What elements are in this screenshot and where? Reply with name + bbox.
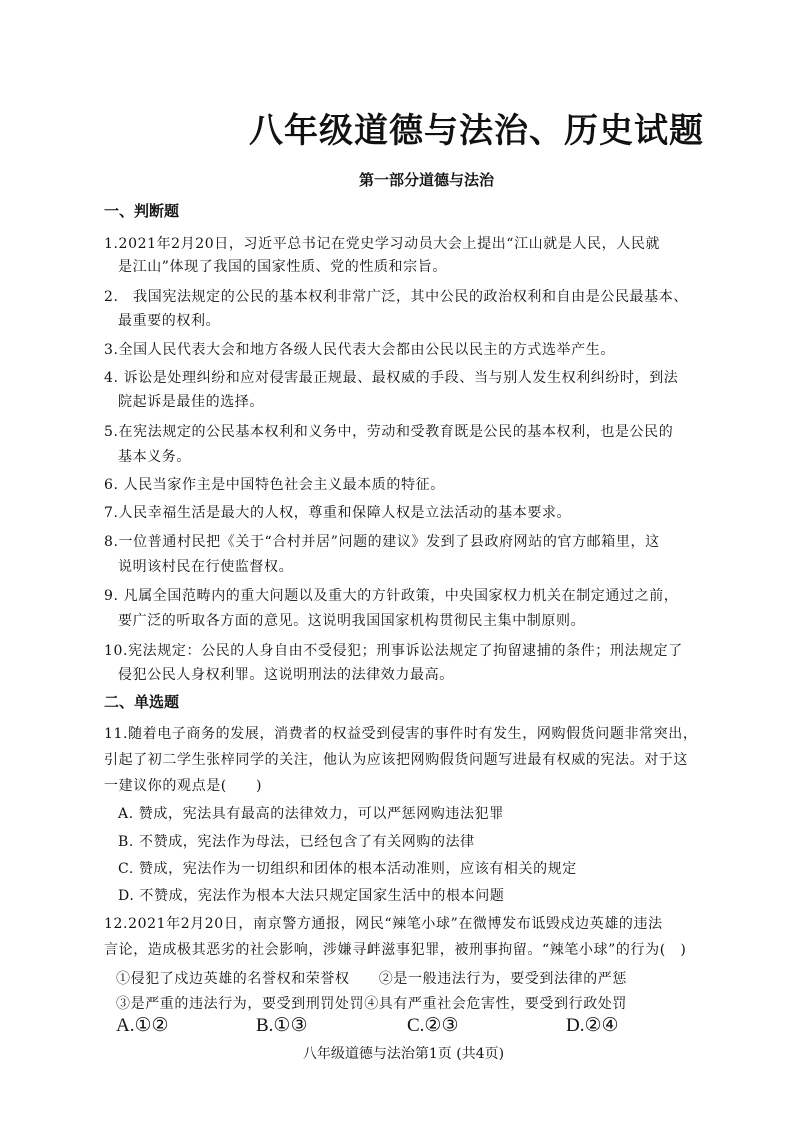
question-line: 10.宪法规定：公民的人身自由不受侵犯；刑事诉讼法规定了拘留逮捕的条件；刑法规定了: [104, 643, 683, 659]
question-line: 6. 人民当家作主是中国特色社会主义最本质的特征。: [104, 477, 445, 493]
question-line: 1.2021年2月20日，习近平总书记在党史学习动员大会上提出“江山就是人民，人民就: [104, 236, 661, 252]
option-b: B. 不赞成，宪法作为母法，已经包含了有关网购的法律: [118, 834, 475, 850]
question-line: 12.2021年2月20日，南京警方通报，网民“辣笔小球”在微博发布诋毁戍边英雄的违法: [104, 916, 663, 932]
choice-d: D.②④: [566, 1015, 619, 1036]
question-line: 引起了初二学生张梓同学的关注，他认为应该把网购假货问题写进最有权威的宪法。对于这: [104, 752, 688, 768]
option-a: A. 赞成，宪法具有最高的法律效力，可以严惩网购违法犯罪: [118, 806, 504, 822]
question-line: 侵犯公民人身权利罪。这说明刑法的法律效力最高。: [118, 667, 454, 683]
question-line: 院起诉是最佳的选择。: [118, 394, 264, 410]
choice-b: B.①③: [256, 1015, 308, 1036]
question-line: 是江山”体现了我国的国家性质、党的性质和宗旨。: [118, 259, 447, 275]
statement-line: ①侵犯了戍边英雄的名誉权和荣誉权 ②是一般违法行为，要受到法律的严惩: [116, 971, 627, 987]
question-line: 要广泛的听取各方面的意见。这说明我国国家机构贯彻民主集中制原则。: [118, 613, 586, 629]
question-line: 3.全国人民代表大会和地方各级人民代表大会都由公民以民主的方式选举产生。: [104, 342, 615, 358]
section-heading-judgment: 一、判断题: [104, 202, 180, 220]
question-line: 8.一位普通村民把《关于“合村并居”问题的建议》发到了县政府网站的官方邮箱里，这: [104, 534, 660, 550]
question-line: 7.人民幸福生活是最大的人权，尊重和保障人权是立法活动的基本要求。: [104, 505, 572, 521]
question-line: 5.在宪法规定的公民基本权利和义务中，劳动和受教育既是公民的基本权利，也是公民的: [104, 424, 674, 440]
page-title: 八年级道德与法治、历史试题: [249, 111, 704, 151]
choice-a: A.①②: [116, 1015, 169, 1036]
option-d: D. 不赞成，宪法作为根本大法只规定国家生活中的根本问题: [118, 888, 505, 904]
question-line: 9. 凡属全国范畴内的重大问题以及重大的方针政策，中央国家权力机关在制定通过之前，: [104, 588, 679, 604]
option-c: C. 赞成，宪法作为一切组织和团体的根本活动准则，应该有相关的规定: [118, 861, 577, 877]
page-footer: 八年级道德与法治第1页 (共4页): [302, 1046, 505, 1062]
section-heading-single-choice: 二、单选题: [104, 693, 180, 711]
question-line: 基本义务。: [118, 449, 191, 465]
choice-c: C.②③: [407, 1015, 459, 1036]
question-line: 最重要的权利。: [118, 313, 221, 329]
question-line: 一建议你的观点是( ): [104, 778, 263, 794]
question-line: 言论，造成极其恶劣的社会影响，涉嫌寻衅滋事犯罪，被刑事拘留。“辣笔小球”的行为( ): [104, 942, 687, 958]
question-line: 说明该村民在行使监督权。: [118, 559, 294, 575]
statement-line: ③是严重的违法行为，要受到刑罚处罚④具有严重社会危害性，要受到行政处罚: [116, 996, 627, 1012]
question-line: 2. 我国宪法规定的公民的基本权利非常广泛，其中公民的政治权利和自由是公民最基本、: [104, 289, 688, 305]
part-subtitle: 第一部分道德与法治: [358, 171, 494, 189]
question-line: 11.随着电子商务的发展，消费者的权益受到侵害的事件时有发生，网购假货问题非常突出，: [104, 726, 698, 742]
question-line: 4. 诉讼是处理纠纷和应对侵害最正规最、最权威的手段、当与别人发生权利纠纷时，到法: [104, 370, 679, 386]
